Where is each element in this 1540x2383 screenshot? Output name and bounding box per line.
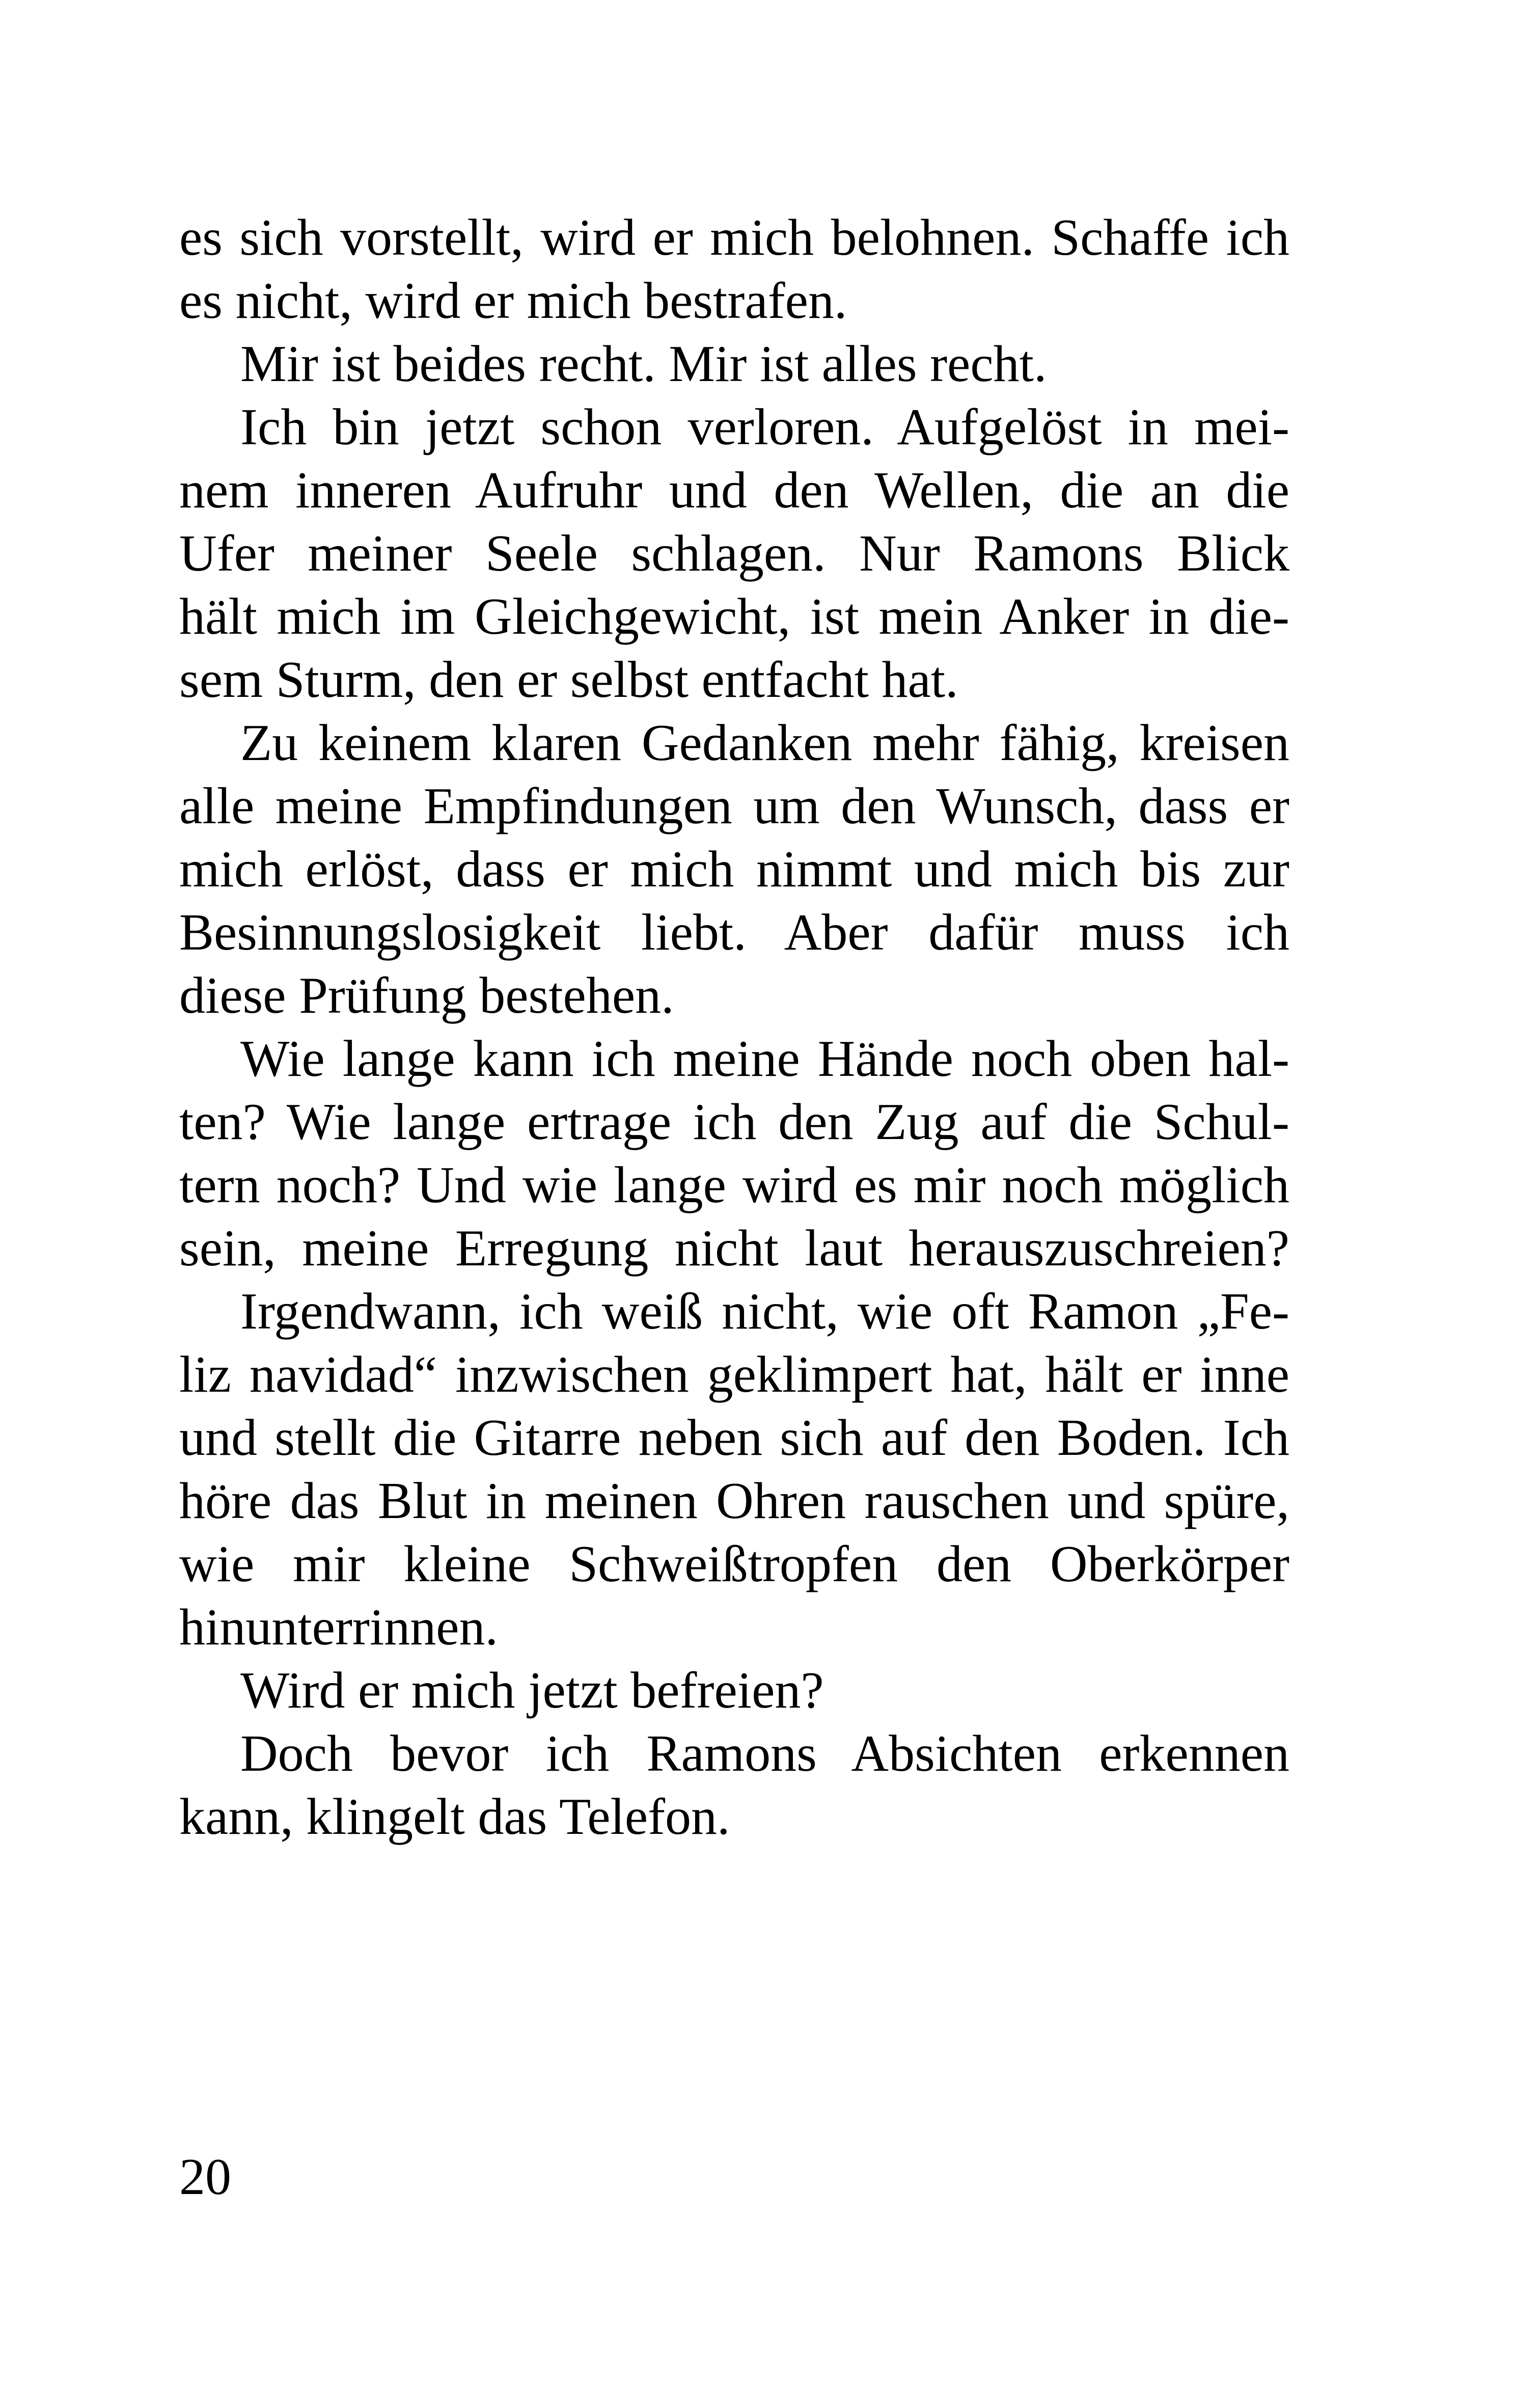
text-line: Doch bevor ich Ramons Absichten erkennen [240,1725,1289,1782]
text-line: kann, klingelt das Telefon. [179,1788,730,1846]
text-line: und stellt die Gitarre neben sich auf den Boden. Ich [179,1409,1289,1467]
text-line: nem inneren Aufruhr und den Wellen, die an die [179,462,1289,519]
text-line: hält mich im Gleichgewicht, ist mein Anker in die- [179,588,1289,645]
text-line: Wie lange kann ich meine Hände noch oben hal- [240,1030,1289,1088]
text-line: mich erlöst, dass er mich nimmt und mich bis zur [179,841,1289,898]
text-line: alle meine Empfindungen um den Wunsch, dass er [179,777,1289,835]
page-number: 20 [179,2148,231,2206]
body-text [179,206,1289,1849]
text-line: es sich vorstellt, wird er mich belohnen. Schaffe ich [179,209,1289,266]
text-line: tern noch? Und wie lange wird es mir noch möglich [179,1156,1289,1214]
text-line: es nicht, wird er mich bestrafen. [179,272,847,330]
text-line: hinunterrinnen. [179,1599,498,1656]
text-line: Irgendwann, ich weiß nicht, wie oft Ramon „Fe- [240,1283,1289,1340]
text-line: Zu keinem klaren Gedanken mehr fähig, kreisen [240,714,1289,772]
text-line: ten? Wie lange ertrage ich den Zug auf die Schul- [179,1093,1289,1151]
text-line: wie mir kleine Schweißtropfen den Oberkörper [179,1535,1289,1593]
text-line: höre das Blut in meinen Ohren rauschen und spüre, [179,1472,1289,1530]
text-line: Mir ist beides recht. Mir ist alles recht. [240,335,1047,393]
text-line: Ich bin jetzt schon verloren. Aufgelöst in mei- [240,398,1289,456]
text-line: Besinnungslosigkeit liebt. Aber dafür muss ich [179,904,1289,961]
text-line: liz navidad“ inzwischen geklimpert hat, hält er inne [179,1346,1289,1403]
text-line: Wird er mich jetzt befreien? [240,1662,824,1719]
text-line: sein, meine Erregung nicht laut herauszuschreien? [179,1220,1289,1277]
text-line: sem Sturm, den er selbst entfacht hat. [179,651,958,709]
text-line: Ufer meiner Seele schlagen. Nur Ramons Blick [179,525,1289,582]
text-line: diese Prüfung bestehen. [179,967,674,1024]
